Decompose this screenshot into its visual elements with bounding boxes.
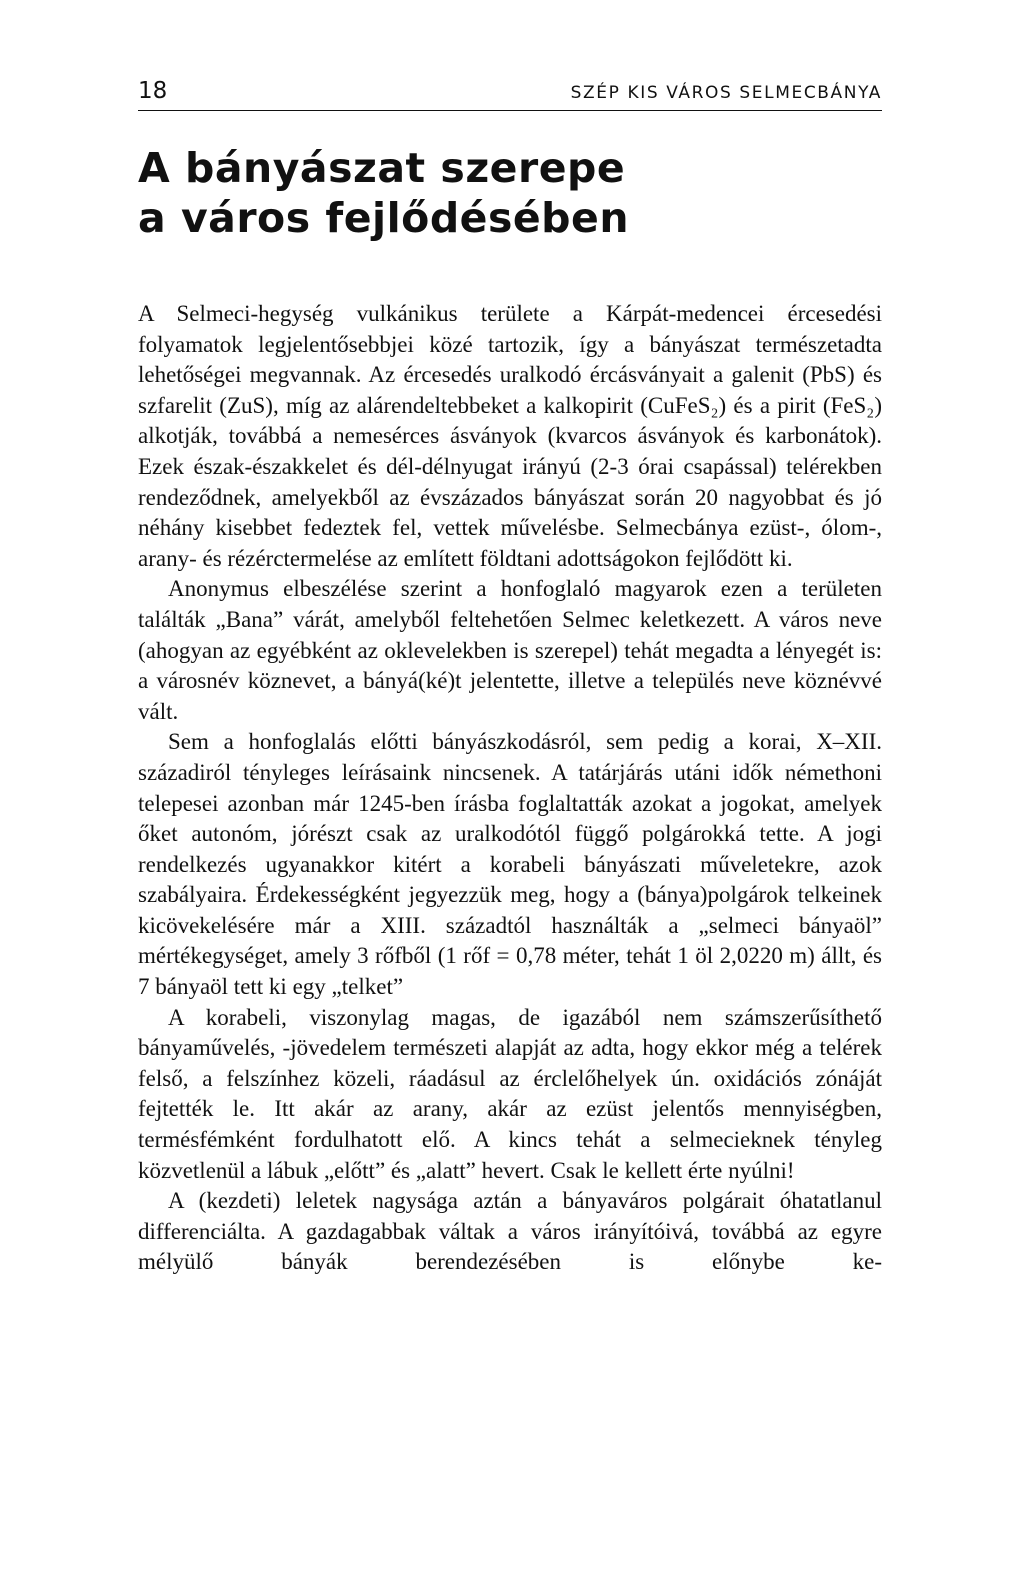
- paragraph-1: A Selmeci-hegység vulkánikus területe a Kárpát-medencei ércesedési folyamatok legjelentősebbjei közé tartozik, így a bányászat természetadta lehetőségei megvannak. Az ércesedés uralkodó ércásványait a galenit (PbS) és szfarelit (ZuS), míg az alárendeltebbeket a kalkopirit (CuFeS₂) és a pirit (FeS₂) alkotják, továbbá a nemesérces ásványok (kvarcos ásványok és karbonátok). Ezek észak-északkelet és dél-délnyugat irányú (2-3 órai csapással) telérekben rendeződnek, amelyekből az évszázados bányászat során 20 nagyobbat és jó néhány kisebbet fedeztek fel, vettek művelésbe. Selmecbánya ezüst-, ólom-, arany- és rézérctermelése az említett földtani adottságokon fejlődött ki.: [138, 301, 882, 571]
- chapter-title-line-2: a város fejlődésében: [138, 194, 630, 242]
- book-title: SZÉP KIS VÁROS SELMECBÁNYA: [570, 83, 882, 103]
- book-page: [138, 78, 882, 1278]
- paragraph-4: A korabeli, viszonylag magas, de igazából nem számszerűsíthető bányaművelés, -jövedelem természeti alapját az adta, hogy ekkor még a telérek felső, a felszínhez közeli, ráadásul az érclelőhelyek ún. oxidációs zónáját fejtették le. Itt akár az arany, akár az ezüst jelentős mennyiségben, termésfémként fordulhatott elő. A kincs tehát a selmecieknek tényleg közvetlenül a lábuk „előtt” és „alatt” hevert. Csak le kellett érte nyúlni!: [138, 1004, 882, 1183]
- paragraph-3: Sem a honfoglalás előtti bányászkodásról, sem pedig a korai, X–XII. századiról tényleges leírásaink nincsenek. A tatárjárás utáni idők némethoni telepesei azonban már 1245-ben írásba foglaltatták azokat a jogokat, amelyek őket autonóm, jórészt csak az uralkodótól függő polgárokká tette. A jogi rendelkezés ugyanakkor kitért a korabeli bányászati műveletekre, azok szabályaira. Érdekességként jegyezzük meg, hogy a (bánya)polgárok telkeinek kicövekelésére már a XIII. századtól használták a „selmeci bányaöl” mértékegységet, amely 3 rőfből (1 rőf = 0,78 méter, tehát 1 öl 2,0220 m) állt, és 7 bányaöl tett ki egy „telket”: [138, 729, 882, 1000]
- chapter-title: [138, 143, 882, 243]
- running-header: [138, 78, 882, 111]
- page-number: 18: [138, 78, 168, 104]
- paragraph-2: Anonymus elbeszélése szerint a honfoglaló magyarok ezen a területen találták „Bana” várát, amelyből feltehetően Selmec keletkezett. A város neve (ahogyan az egyébként az oklevelekben is szerepel) tehát megadta a lényegét is: a városnév köznevet, a bányá(ké)t jelentette, illetve a település neve köznévvé vált.: [138, 576, 882, 724]
- paragraph-5: A (kezdeti) leletek nagysága aztán a bányaváros polgárait óhatatlanul differenciálta. A gazdagabbak váltak a város irányítóivá, továbbá az egyre mélyülő bányák berendezésében is előnybe ke-: [138, 1188, 882, 1275]
- chapter-title-line-1: A bányászat szerepe: [138, 144, 626, 192]
- body-text: [138, 299, 882, 1278]
